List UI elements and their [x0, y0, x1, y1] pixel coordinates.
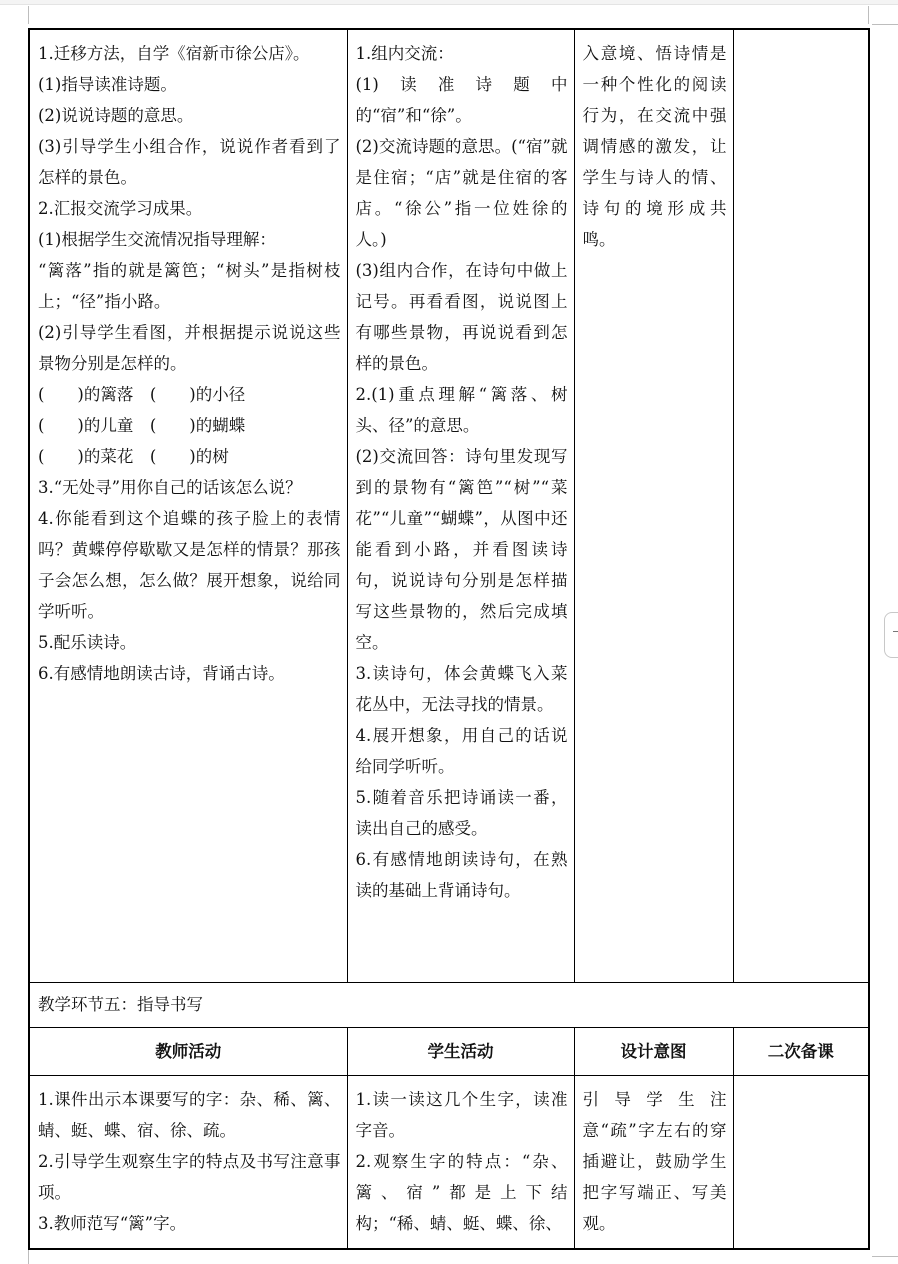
crop-mark-top-right-h — [872, 24, 898, 25]
crop-mark-top-left — [28, 6, 29, 24]
second-prep-cell[interactable] — [733, 1076, 869, 1250]
teacher-activity-cell — [29, 29, 347, 983]
lesson-plan-table — [28, 28, 870, 1250]
teacher-line: 6.有感情地朗读古诗，背诵古诗。 — [38, 664, 285, 683]
section-one-row — [29, 29, 869, 983]
teacher-line: 2.汇报交流学习成果。 — [38, 199, 203, 218]
design-intent-text: 入意境、悟诗情是一种个性化的阅读行为，在交流中强调情感的激发，让学生与诗人的情、诗句的境形成共鸣。 — [582, 44, 727, 249]
second-prep-cell[interactable] — [733, 29, 869, 983]
teacher-line: (2)引导学生看图，并根据提示说说这些景物分别是怎样的。 — [38, 323, 341, 373]
section-five-title-row — [29, 983, 869, 1028]
fill-blank-line: ( )的篱落 ( )的小径 — [38, 385, 246, 404]
student-line: (2)交流诗题的意思。(“宿”就是住宿；“店”就是住宿的客店。“徐公”指一位姓徐的人。) — [355, 137, 568, 249]
teacher-line: 3.教师范写“篱”字。 — [38, 1214, 187, 1233]
teacher-line: 5.配乐读诗。 — [38, 633, 137, 652]
student-line: 1.组内交流： — [355, 44, 454, 63]
student-activity-cell — [347, 1076, 574, 1250]
header-second-prep: 二次备课 — [733, 1028, 869, 1076]
teacher-line: 1.课件出示本课要写的字：杂、稀、篱、蜻、蜓、蝶、宿、徐、疏。 — [38, 1090, 341, 1140]
crop-mark-top-right — [868, 6, 869, 24]
teacher-line: 2.引导学生观察生字的特点及书写注意事项。 — [38, 1152, 341, 1202]
teacher-line: (3)引导学生小组合作，说说作者看到了怎样的景色。 — [38, 137, 341, 187]
student-line: (3)组内合作，在诗句中做上记号。再看看图，说说图上有哪些景物，再说说看到怎样的景色。 — [355, 261, 568, 373]
header-row — [29, 1028, 869, 1076]
design-intent-cell — [574, 1076, 733, 1250]
fill-blank-line: ( )的儿童 ( )的蝴蝶 — [38, 416, 246, 435]
header-design: 设计意图 — [574, 1028, 733, 1076]
teacher-line: 1.迁移方法，自学《宿新市徐公店》。 — [38, 44, 310, 63]
teacher-line: 3.“无处寻”用你自己的话该怎么说？ — [38, 478, 302, 497]
page-top-edge — [0, 0, 898, 5]
teacher-activity-cell — [29, 1076, 347, 1250]
side-scroll-handle[interactable] — [884, 612, 898, 658]
header-student: 学生活动 — [347, 1028, 574, 1076]
student-activity-cell — [347, 29, 574, 983]
header-teacher: 教师活动 — [29, 1028, 347, 1076]
design-intent-cell — [574, 29, 733, 983]
crop-mark-bottom-right-h — [872, 1256, 898, 1257]
section-title: 教学环节五：指导书写 — [29, 983, 869, 1028]
student-line: 4.展开想象，用自己的话说给同学听听。 — [355, 726, 568, 776]
teacher-line: (1)根据学生交流情况指导理解： — [38, 230, 276, 249]
student-line: (1)读准诗题中的“宿”和“徐”。 — [355, 75, 568, 125]
teacher-line: “篱落”指的就是篱笆；“树头”是指树枝上；“径”指小路。 — [38, 261, 341, 311]
student-line: 6.有感情地朗读诗句，在熟读的基础上背诵诗句。 — [355, 850, 568, 900]
fill-blank-line: ( )的菜花 ( )的树 — [38, 447, 229, 466]
teacher-line: (2)说说诗题的意思。 — [38, 106, 194, 125]
section-five-row — [29, 1076, 869, 1250]
student-line: 2.观察生字的特点：“杂、篱、宿”都是上下结构；“稀、蜻、蜓、蝶、徐、 — [355, 1152, 568, 1233]
teacher-line: 4.你能看到这个追蝶的孩子脸上的表情吗？黄蝶停停歇歇又是怎样的情景？那孩子会怎么想，怎么做？展开想象，说给同学听听。 — [38, 509, 341, 621]
crop-mark-bottom-left — [28, 1248, 29, 1264]
student-line: 1.读一读这几个生字，读准字音。 — [355, 1090, 568, 1140]
student-line: 2.(1)重点理解“篱落、树头、径”的意思。 — [355, 385, 568, 435]
student-line: 5.随着音乐把诗诵读一番，读出自己的感受。 — [355, 788, 568, 838]
design-intent-text: 引导学生注意“疏”字左右的穿插避让，鼓励学生把字写端正、写美观。 — [582, 1090, 727, 1233]
student-line: 3.读诗句，体会黄蝶飞入菜花丛中，无法寻找的情景。 — [355, 664, 568, 714]
student-line: (2)交流回答：诗句里发现写到的景物有“篱笆”“树”“菜花”“儿童”“蝴蝶”，从图中还能看到小路，并看图读诗句，说说诗句分别是怎样描写这些景物的，然后完成填空。 — [355, 447, 568, 652]
teacher-line: (1)指导读准诗题。 — [38, 75, 177, 94]
